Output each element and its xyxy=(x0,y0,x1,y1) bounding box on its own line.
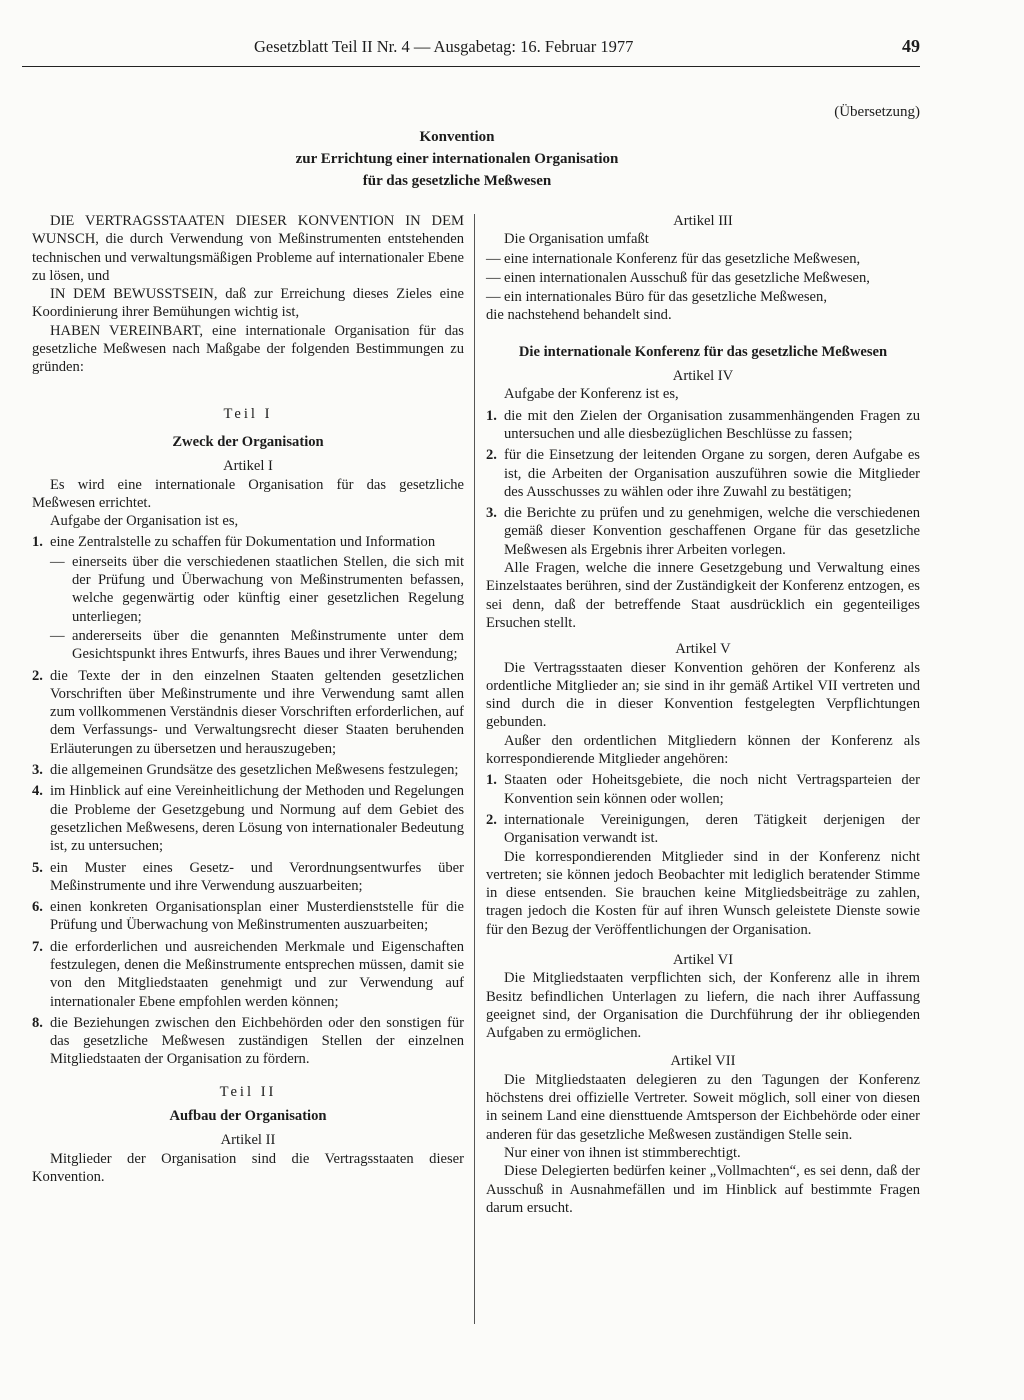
artikel-5-p2: Außer den ordentlichen Mitgliedern können der Konferenz als korrespondierende Mitglieder angehören: xyxy=(486,732,920,768)
artikel-5-p1: Die Vertragsstaaten dieser Konvention gehören der Konferenz als ordentliche Mitglieder an; sie sind in ihr gemäß Artikel VII vertreten und sind durch die in dieser Konvention festgelegten Verpflichtungen gebunden. xyxy=(486,659,920,731)
artikel-7-p1: Die Mitgliedstaaten delegieren zu den Tagungen der Konferenz höchstens drei offizielle Vertreter. Soweit möglich, soll einer von diesen in seinem Land eine diensttuende Amtsperson der Eichbehörde oder einer anderen für das gesetzliche Meßwesen zuständigen Stelle sein. xyxy=(486,1071,920,1143)
teil-2-heading: Teil II xyxy=(219,1083,277,1100)
item-text: die Texte der in den einzelnen Staaten geltenden gesetzlichen Vorschriften über Meßinstrumente und ihre Verwendung samt allen zum vollkommenen Verständnis dieser Vorschriften erforderlichen, auf dem Verfassungs- und Verwaltungsrecht dieser Staaten beruhenden Erläuterungen zu übersetzen und herauszugeben; xyxy=(50,667,464,757)
artikel-5-heading: Artikel V xyxy=(675,641,731,658)
header-title: Gesetzblatt Teil II Nr. 4 — Ausgabetag: 16. Februar 1977 xyxy=(254,37,634,56)
right-column xyxy=(486,212,920,1217)
preamble-p3: HABEN VEREINBART, eine internationale Organisation für das gesetzliche Meßwesen nach Maßgabe der folgenden Bestimmungen zu gründen: xyxy=(32,322,464,376)
teil-1-title: Zweck der Organisation xyxy=(172,433,324,450)
item-text: die allgemeinen Grundsätze des gesetzlichen Meßwesens festzulegen; xyxy=(50,762,459,779)
list-item xyxy=(50,553,464,626)
list-item xyxy=(486,771,920,808)
title-line-2: zur Errichtung einer internationalen Organisation xyxy=(295,151,619,167)
list-item xyxy=(50,627,464,664)
item-text: internationale Vereinigungen, deren Tätigkeit derjenigen der Organisation verwandt ist. xyxy=(504,811,920,847)
list-item xyxy=(32,667,464,758)
artikel-1-heading: Artikel I xyxy=(223,458,273,475)
dash-marker: — xyxy=(50,627,65,644)
artikel-5-p3: Die korrespondierenden Mitglieder sind in der Konferenz nicht vertreten; sie können jedoch Beobachter mit lediglich beratender Stimme in diese entsenden. Sie brauchen keine Mitgliedsbeiträge zu zahlen, tragen jedoch die Kosten für auf ihren Wunsch geleistete Dienste sowie für den Bezug der Veröffentlichungen der Organisation. xyxy=(486,848,920,938)
list-item xyxy=(32,782,464,855)
item-text: ein internationales Büro für das gesetzliche Meßwesen, xyxy=(504,289,827,306)
item-number: 1. xyxy=(32,534,43,551)
item-number: 1. xyxy=(486,407,497,424)
item-number: 6. xyxy=(32,899,43,916)
item-number: 2. xyxy=(32,667,43,684)
artikel-7-heading: Artikel VII xyxy=(670,1053,736,1070)
item-number: 7. xyxy=(32,938,43,955)
title-line-3: für das gesetzliche Meßwesen xyxy=(362,173,552,189)
item-text: einen internationalen Ausschuß für das gesetzliche Meßwesen, xyxy=(504,269,870,286)
preamble-p1: DIE VERTRAGSSTAATEN DIESER KONVENTION IN DEM WUNSCH, die durch Verwendung von Meßinstrumenten entstehenden technischen und verwaltungsmäßigen Probleme auf internationaler Ebene zu lösen, und xyxy=(32,213,464,284)
item-number: 3. xyxy=(486,505,497,522)
dash-marker: — xyxy=(50,553,65,570)
artikel-7-p2: Nur einer von ihnen ist stimmberechtigt. xyxy=(504,1144,741,1161)
item-text: im Hinblick auf eine Vereinheitlichung der Methoden und Regelungen die Probleme der Gesetzgebung und Normung auf dem Gebiet des gesetzlichen Meßwesens, deren Lösung von internationaler Bedeutung ist, zu untersuchen; xyxy=(50,783,464,855)
column-divider xyxy=(474,214,475,1324)
document-title xyxy=(0,126,1024,192)
item-number: 2. xyxy=(486,447,497,464)
konferenz-heading: Die internationale Konferenz für das gesetzliche Meßwesen xyxy=(518,343,888,360)
artikel-4-p1: Aufgabe der Konferenz ist es, xyxy=(504,386,679,403)
list-item xyxy=(486,504,920,559)
left-column xyxy=(32,212,464,1186)
artikel-2-p1: Mitglieder der Organisation sind die Vertragsstaaten dieser Konvention. xyxy=(32,1150,464,1185)
dash-marker: — xyxy=(486,269,501,286)
list-item xyxy=(486,250,920,268)
item-number: 4. xyxy=(32,783,43,800)
dash-marker: — xyxy=(486,289,501,306)
artikel-2-heading: Artikel II xyxy=(220,1132,276,1149)
item-number: 3. xyxy=(32,762,43,779)
artikel-3-p1: Die Organisation umfaßt xyxy=(504,231,649,248)
artikel-3-p2: die nachstehend behandelt sind. xyxy=(486,307,672,324)
dash-marker: — xyxy=(486,250,501,267)
sub-list xyxy=(32,553,464,664)
item-text: eine internationale Konferenz für das gesetzliche Meßwesen, xyxy=(504,250,861,267)
item-number: 5. xyxy=(32,859,43,876)
item-number: 8. xyxy=(32,1014,43,1031)
teil-2-title: Aufbau der Organisation xyxy=(169,1108,327,1125)
teil-1-heading: Teil I xyxy=(223,405,273,422)
list-item xyxy=(32,1014,464,1069)
item-text: Staaten oder Hoheitsgebiete, die noch nicht Vertragsparteien der Konvention sein können oder wollen; xyxy=(504,772,920,807)
item-text: ein Muster eines Gesetz- und Verordnungsentwurfes über Meßinstrumente und ihre Verwendung auszuarbeiten; xyxy=(50,859,464,894)
item-text: einerseits über die verschiedenen staatlichen Stellen, die sich mit der Prüfung und Überwachung von Meßinstrumenten befassen, welche gegenwärtig oder künftig einer gesetzlichen Regelung unterliegen; xyxy=(72,553,464,625)
page-number: 49 xyxy=(902,36,920,56)
page-header xyxy=(22,36,920,67)
artikel-7-p3: Diese Delegierten bedürfen keiner „Vollmachten“, es sei denn, daß der Ausschuß in Ausnahmefällen und im Hinblick auf bestimmte Fragen darum ersucht. xyxy=(486,1163,920,1216)
artikel-4-p2: Alle Fragen, welche die innere Gesetzgebung und Verwaltung eines Einzelstaates berühren, sind der Zuständigkeit der Konferenz entzogen, es sei denn, daß der betreffende Staat ausdrücklich ein gegenteiliges Ersuchen stellt. xyxy=(486,560,920,631)
item-text: die Berichte zu prüfen und zu genehmigen, welche die verschiedenen gemäß dieser Konvention geschaffenen Organe für das gesetzliche Meßwesen als Ergebnis ihrer Arbeiten vorlegen. xyxy=(504,505,920,558)
artikel-6-p1: Die Mitgliedstaaten verpflichten sich, der Konferenz alle in ihrem Besitz befindlichen Unterlagen zu liefern, die nach ihrer Auffassung geeignet sind, der Organisation die Durchführung der ihr obliegenden Aufgaben zu ermöglichen. xyxy=(486,970,920,1042)
preamble-p2: IN DEM BEWUSSTSEIN, daß zur Erreichung dieses Zieles eine Koordinierung ihrer Bemühungen wichtig ist, xyxy=(32,286,464,321)
artikel-6-heading: Artikel VI xyxy=(672,951,734,968)
title-line-1: Konvention xyxy=(419,129,495,145)
item-text: die Beziehungen zwischen den Eichbehörden oder den sonstigen für das gesetzliche Meßwesen zuständigen Stellen der einzelnen Mitgliedstaaten der Organisation zu fördern. xyxy=(50,1014,464,1068)
list-item xyxy=(486,407,920,444)
list-item xyxy=(32,533,464,551)
artikel-3-heading: Artikel III xyxy=(673,213,733,229)
list-item xyxy=(32,938,464,1011)
item-text: eine Zentralstelle zu schaffen für Dokumentation und Information xyxy=(50,534,436,551)
list-item xyxy=(32,761,464,779)
item-number: 1. xyxy=(486,772,497,789)
list-item xyxy=(486,811,920,848)
artikel-1-p1: Es wird eine internationale Organisation für das gesetzliche Meßwesen errichtet. xyxy=(32,476,464,511)
item-text: andererseits über die genannten Meßinstrumente unter dem Gesichtspunkt ihres Entwurfs, ihres Baues und ihrer Verwendung; xyxy=(72,627,464,663)
artikel-1-p2: Aufgabe der Organisation ist es, xyxy=(50,513,239,530)
list-item xyxy=(486,269,920,287)
item-text: für die Einsetzung der leitenden Organe zu sorgen, deren Aufgabe es ist, die Arbeiten der Organisation auszuführen sowie die Mitglieder des Ausschusses zu wählen oder ihre Zuwahl zu bestätigen; xyxy=(504,447,920,500)
item-number: 2. xyxy=(486,811,497,828)
artikel-4-heading: Artikel IV xyxy=(672,368,734,385)
item-text: einen konkreten Organisationsplan einer Musterdienststelle für die Prüfung und Überwachung von Meßinstrumenten auszuarbeiten; xyxy=(50,899,464,934)
list-item xyxy=(32,898,464,935)
translation-note: (Übersetzung) xyxy=(834,104,920,120)
item-text: die mit den Zielen der Organisation zusammenhängenden Fragen zu untersuchen und alle diesbezüglichen Beschlüsse zu fassen; xyxy=(504,407,920,442)
item-text: die erforderlichen und ausreichenden Merkmale und Eigenschaften festzulegen, denen die Meßinstrumente entsprechen müssen, damit sie von den Mitgliedstaaten genehmigt und zur Verwendung auf internationaler Ebene empfohlen werden können; xyxy=(50,938,464,1010)
list-item xyxy=(32,859,464,896)
list-item xyxy=(486,288,920,306)
list-item xyxy=(486,446,920,501)
